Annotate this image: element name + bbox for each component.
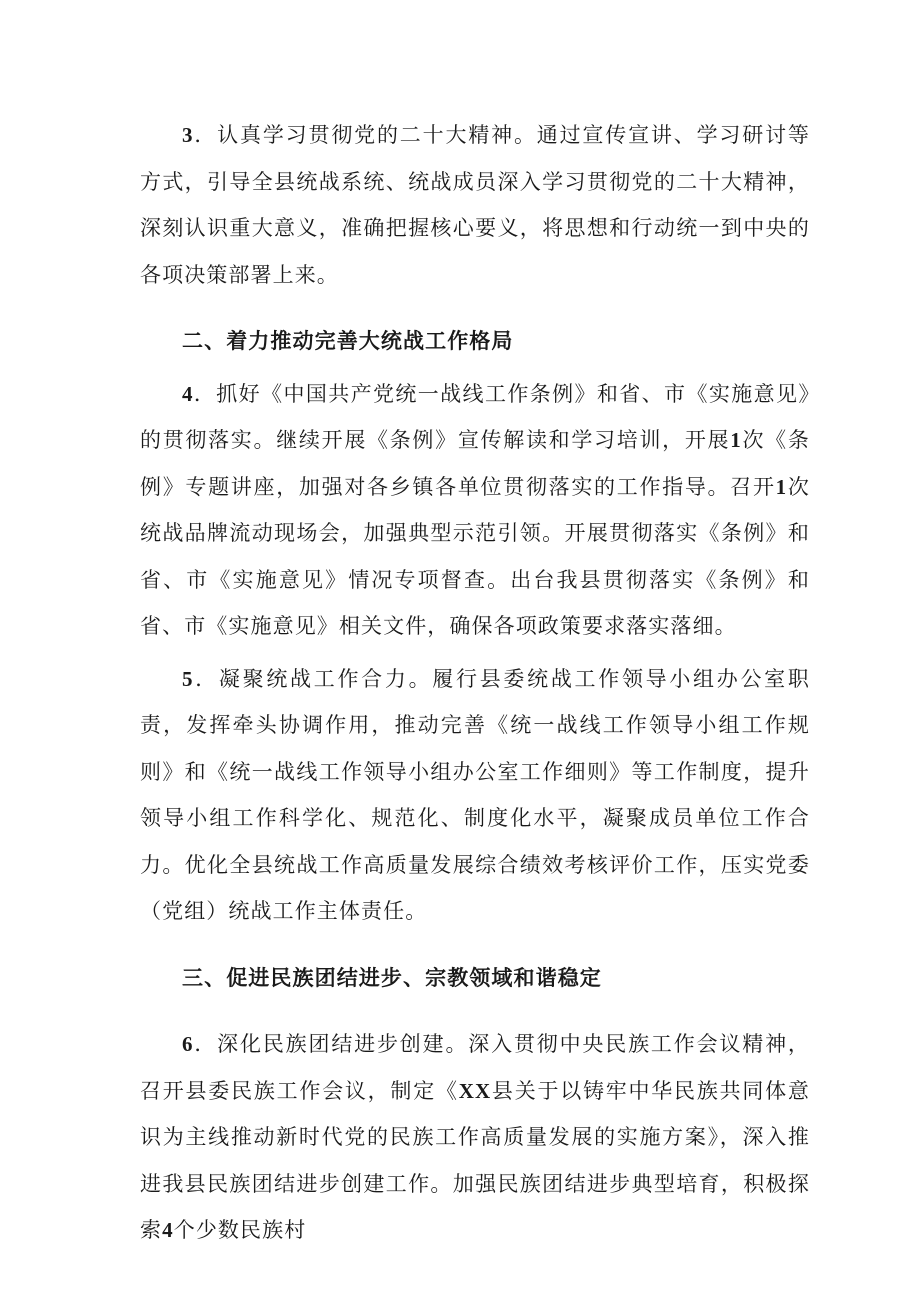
item-number: 3: [182, 123, 194, 147]
paragraph-5: [140, 656, 810, 935]
paragraph-3: [140, 112, 810, 298]
paragraph-text: ．抓好《中国共产党统一战线工作条例》和省、市《实施意见》的贯彻落实。继续开展《条例》宣传解读和学习培训，开展: [140, 381, 810, 452]
paragraph-text: ．认真学习贯彻党的二十大精神。通过宣传宣讲、学习研讨等方式，引导全县统战系统、统战成员深入学习贯彻党的二十大精神，深刻认识重大意义，准确把握核心要义，将思想和行动统一到中央的各项决策部署上来。: [140, 123, 810, 287]
inline-number: 1: [775, 474, 788, 499]
item-number: 6: [182, 1032, 194, 1056]
inline-number: 4: [162, 1218, 174, 1242]
paragraph-6: [140, 1021, 810, 1254]
paragraph-text: ．凝聚统战工作合力。履行县委统战工作领导小组办公室职责，发挥牵头协调作用，推动完善《统一战线工作领导小组工作规则》和《统一战线工作领导小组办公室工作细则》等工作制度，提升领导小组工作科学化、规范化、制度化水平，凝聚成员单位工作合力。优化全县统战工作高质量发展综合绩效考核评价工作，压实党委（党组）统战工作主体责任。: [140, 666, 810, 923]
section-heading-2: 二、着力推动完善大统战工作格局: [182, 328, 514, 353]
paragraph-text: 县关于以铸牢中华民族共同体意识为主线推动新时代党的民族工作高质量发展的实施方案》，深入推进我县民族团结进步创建工作。加强民族团结进步典型培育，积极探索: [140, 1078, 810, 1242]
paragraph-text: 个少数民族村: [173, 1218, 307, 1242]
item-number: 4: [182, 381, 194, 406]
paragraph-text: 次《条例》专题讲座，加强对各乡镇各单位贯彻落实的工作指导。召开: [140, 428, 810, 499]
paragraph-4: [140, 371, 810, 650]
section-heading-3: 三、促进民族团结进步、宗教领域和谐稳定: [182, 964, 602, 990]
item-number: 5: [182, 666, 194, 691]
paragraph-text: ．深化民族团结进步创建。深入贯彻中央民族工作会议精神，召开县委民族工作会议，制定《: [140, 1032, 810, 1103]
inline-number: XX: [458, 1078, 492, 1103]
inline-number: 1: [730, 428, 742, 452]
paragraph-text: 次统战品牌流动现场会，加强典型示范引领。开展贯彻落实《条例》和省、市《实施意见》情况专项督查。出台我县贯彻落实《条例》和省、市《实施意见》相关文件，确保各项政策要求落实落细。: [140, 474, 810, 638]
